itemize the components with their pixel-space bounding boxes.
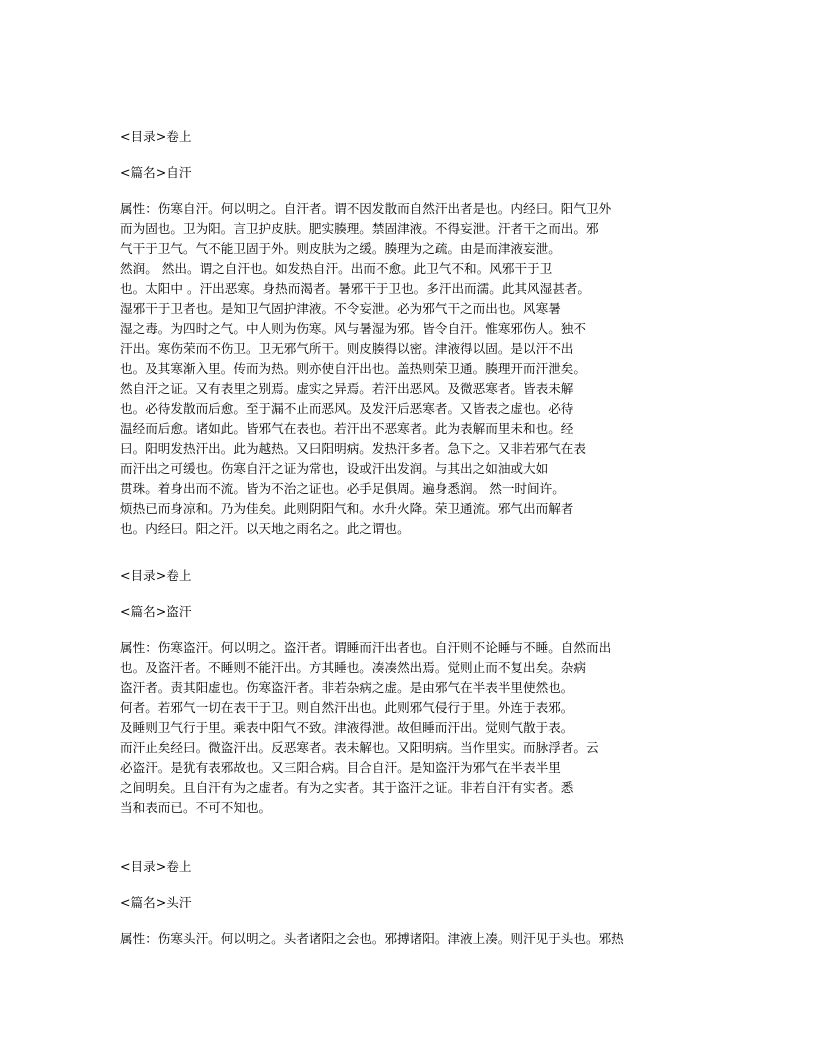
text-line: 贯珠。着身出而不流。皆为不治之证也。必手足俱周。遍身悉润。 然一时间许。 bbox=[120, 481, 565, 496]
section-touhan bbox=[120, 857, 720, 949]
text-line: 而为固也。卫为阳。言卫护皮肤。肥实腠理。禁固津液。不得妄泄。汗者干之而出。邪 bbox=[120, 221, 599, 236]
text-line: 气干于卫气。气不能卫固于外。则皮肤为之缓。腠理为之疏。由是而津液妄泄。 bbox=[120, 241, 561, 256]
section-body bbox=[120, 199, 720, 539]
text-line: 当和表而已。不可不知也。 bbox=[120, 800, 272, 815]
text-line: 曰。阳明发热汗出。此为越热。又曰阳明病。发热汗多者。急下之。又非若邪气在表 bbox=[120, 441, 586, 456]
section-body bbox=[120, 638, 720, 818]
text-line: 也。内经曰。阳之汗。以天地之雨名之。此之谓也。 bbox=[120, 521, 410, 536]
text-line: 汗出。寒伤荣而不伤卫。卫无邪气所干。则皮腠得以密。津液得以固。是以汗不出 bbox=[120, 341, 574, 356]
text-line: 然润。 然出。谓之自汗也。如发热自汗。出而不愈。此卫气不和。风邪干于卫 bbox=[120, 261, 553, 276]
text-line: 何者。若邪气一切在表干于卫。则自然汗出也。此则邪气侵行于里。外连于表邪。 bbox=[120, 700, 574, 715]
text-line: 烦热已而身凉和。乃为佳矣。此则阴阳气和。水升火降。荣卫通流。邪气出而解者 bbox=[120, 501, 574, 516]
text-line: 属性：伤寒盗汗。何以明之。盗汗者。谓睡而汗出者也。自汗则不论睡与不睡。自然而出 bbox=[120, 640, 612, 655]
section-zihan bbox=[120, 127, 720, 539]
text-line: 属性：伤寒头汗。何以明之。头者诸阳之会也。邪搏诸阳。津液上凑。则汗见于头也。邪热 bbox=[120, 931, 624, 946]
section-daohan bbox=[120, 566, 720, 818]
text-line: 也。太阳中 。汗出恶寒。身热而渴者。暑邪干于卫也。多汗出而濡。此其风湿甚者。 bbox=[120, 281, 590, 296]
text-line: 然自汗之证。又有表里之别焉。虚实之异焉。若汗出恶风。及微恶寒者。皆表未解 bbox=[120, 381, 574, 396]
text-line: 必盗汗。是犹有表邪故也。又三阳合病。目合自汗。是知盗汗为邪气在半表半里 bbox=[120, 760, 561, 775]
text-line: 属性：伤寒自汗。何以明之。自汗者。谓不因发散而自然汗出者是也。内经曰。阳气卫外 bbox=[120, 201, 612, 216]
catalog-header: <目录>卷上 bbox=[120, 129, 192, 144]
chapter-title: <篇名>自汗 bbox=[120, 165, 192, 180]
text-line: 也。必待发散而后愈。至于漏不止而恶风。及发汗后恶寒者。又皆表之虚也。必待 bbox=[120, 401, 574, 416]
text-line: 而汗止矣经曰。微盗汗出。反恶寒者。表未解也。又阳明病。当作里实。而脉浮者。云 bbox=[120, 740, 599, 755]
text-line: 也。及盗汗者。不睡则不能汗出。方其睡也。凑凑然出焉。觉则止而不复出矣。杂病 bbox=[120, 660, 586, 675]
catalog-header: <目录>卷上 bbox=[120, 859, 192, 874]
text-line: 盗汗者。责其阳虚也。伤寒盗汗者。非若杂病之虚。是由邪气在半表半里使然也。 bbox=[120, 680, 574, 695]
chapter-title: <篇名>盗汗 bbox=[120, 604, 192, 619]
catalog-header: <目录>卷上 bbox=[120, 568, 192, 583]
text-line: 湿邪干于卫者也。是知卫气固护津液。不令妄泄。必为邪气干之而出也。风寒暑 bbox=[120, 301, 561, 316]
section-body bbox=[120, 929, 720, 949]
text-line: 湿之毒。为四时之气。中人则为伤寒。风与暑湿为邪。皆令自汗。惟寒邪伤人。独不 bbox=[120, 321, 586, 336]
text-line: 之间明矣。且自汗有为之虚者。有为之实者。其于盗汗之证。非若自汗有实者。悉 bbox=[120, 780, 574, 795]
chapter-title: <篇名>头汗 bbox=[120, 895, 192, 910]
text-line: 温经而后愈。诸如此。皆邪气在表也。若汗出不恶寒者。此为表解而里未和也。经 bbox=[120, 421, 574, 436]
text-line: 而汗出之可缓也。伤寒自汗之证为常也，设或汗出发润。与其出之如油或大如 bbox=[120, 461, 549, 476]
text-line: 及睡则卫气行于里。乘表中阳气不致。津液得泄。故但睡而汗出。觉则气散于表。 bbox=[120, 720, 574, 735]
text-line: 也。及其寒渐入里。传而为热。则亦使自汗出也。盖热则荣卫通。腠理开而汗泄矣。 bbox=[120, 361, 586, 376]
